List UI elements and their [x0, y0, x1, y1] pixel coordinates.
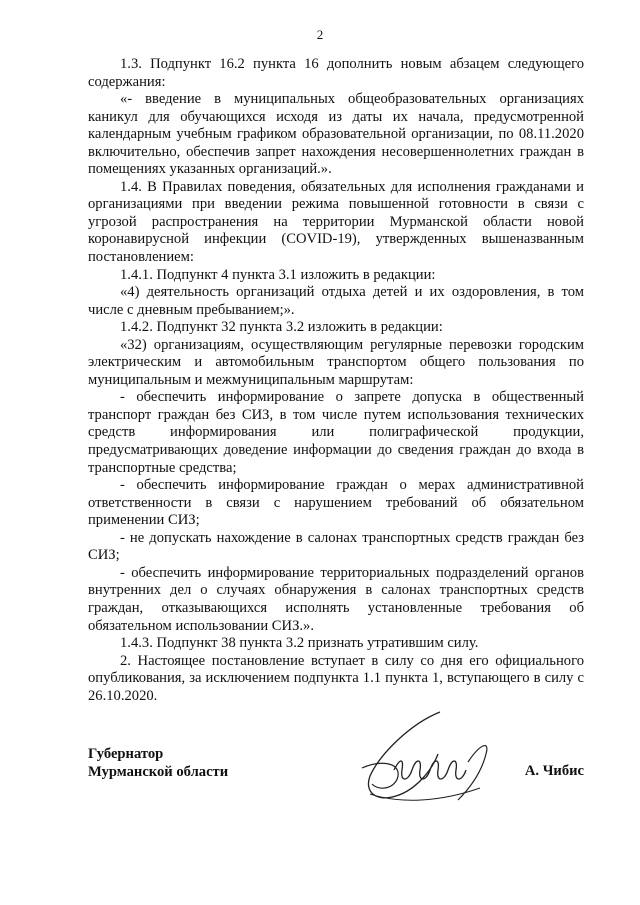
paragraph-1-4-1: 1.4.1. Подпункт 4 пункта 3.1 изложить в редакции:: [120, 266, 436, 283]
paragraph-1-4-1-text: «4) деятельность организаций отдыха детей и их оздоровления, в том числе с дневным пребыванием;».: [88, 284, 584, 318]
signer-title-line-1: Губернатор: [88, 746, 164, 762]
paragraph-1-4-2-text: «32) организациям, осуществляющим регулярные перевозки городским электрическим и автомобильным транспортом общего пользования по муниципальным и межмуниципальным маршрутам:: [88, 336, 584, 388]
signer-title-line-2: Мурманской области: [88, 763, 229, 780]
paragraph-bullet-3: - не допускать нахождение в салонах транспортных средств граждан без СИЗ;: [88, 529, 584, 564]
paragraph-2: 2. Настоящее постановление вступает в силу со дня его официального опубликования, за исключением подпункта 1.1 пункта 1, вступающего в силу с 26.10.2020.: [88, 652, 584, 704]
document-body: [88, 56, 584, 705]
paragraph-1-3-text: «- введение в муниципальных общеобразовательных организациях каникул для обучающихся исходя из даты их начала, предусмотренной календарным учебным графиком образовательной организации, по 08.11.2020 включительно, обеспечив запрет нахождения несовершеннолетних граждан в помещениях указанных организаций.».: [88, 91, 584, 178]
page-number: 2: [316, 27, 324, 42]
signer-name: А. Чибис: [524, 763, 584, 779]
paragraph-1-4-2: 1.4.2. Подпункт 32 пункта 3.2 изложить в редакции:: [120, 319, 443, 336]
paragraph-bullet-4: - обеспечить информирование территориальных подразделений органов внутренних дел о случаях обнаружения в салонах транспортных средств граждан, отказывающихся исполнять установленные требования об обязательном использовании СИЗ.».: [88, 564, 584, 634]
paragraph-1-4-3: 1.4.3. Подпункт 38 пункта 3.2 признать утратившим силу.: [120, 635, 479, 652]
paragraph-1-4: 1.4. В Правилах поведения, обязательных для исполнения гражданами и организациями при введении режима повышенной готовности в связи с угрозой распространения на территории Мурманской области новой коронавирусной инфекции (COVID-19), утвержденных вышеназванным постановлением:: [88, 178, 584, 266]
paragraph-1-3: 1.3. Подпункт 16.2 пункта 16 дополнить новым абзацем следующего содержания:: [88, 56, 584, 90]
paragraph-bullet-2: - обеспечить информирование граждан о мерах административной ответственности в связи с нарушением требований об обязательном применении СИЗ;: [88, 477, 584, 529]
signature-block: [88, 746, 584, 806]
paragraph-bullet-1: - обеспечить информирование о запрете допуска в общественный транспорт граждан без СИЗ, в том числе путем использования технических средств информирования или полиграфической продукции, предусматривающих доведение информации до сведения граждан до входа в транспортные средства;: [88, 389, 584, 476]
